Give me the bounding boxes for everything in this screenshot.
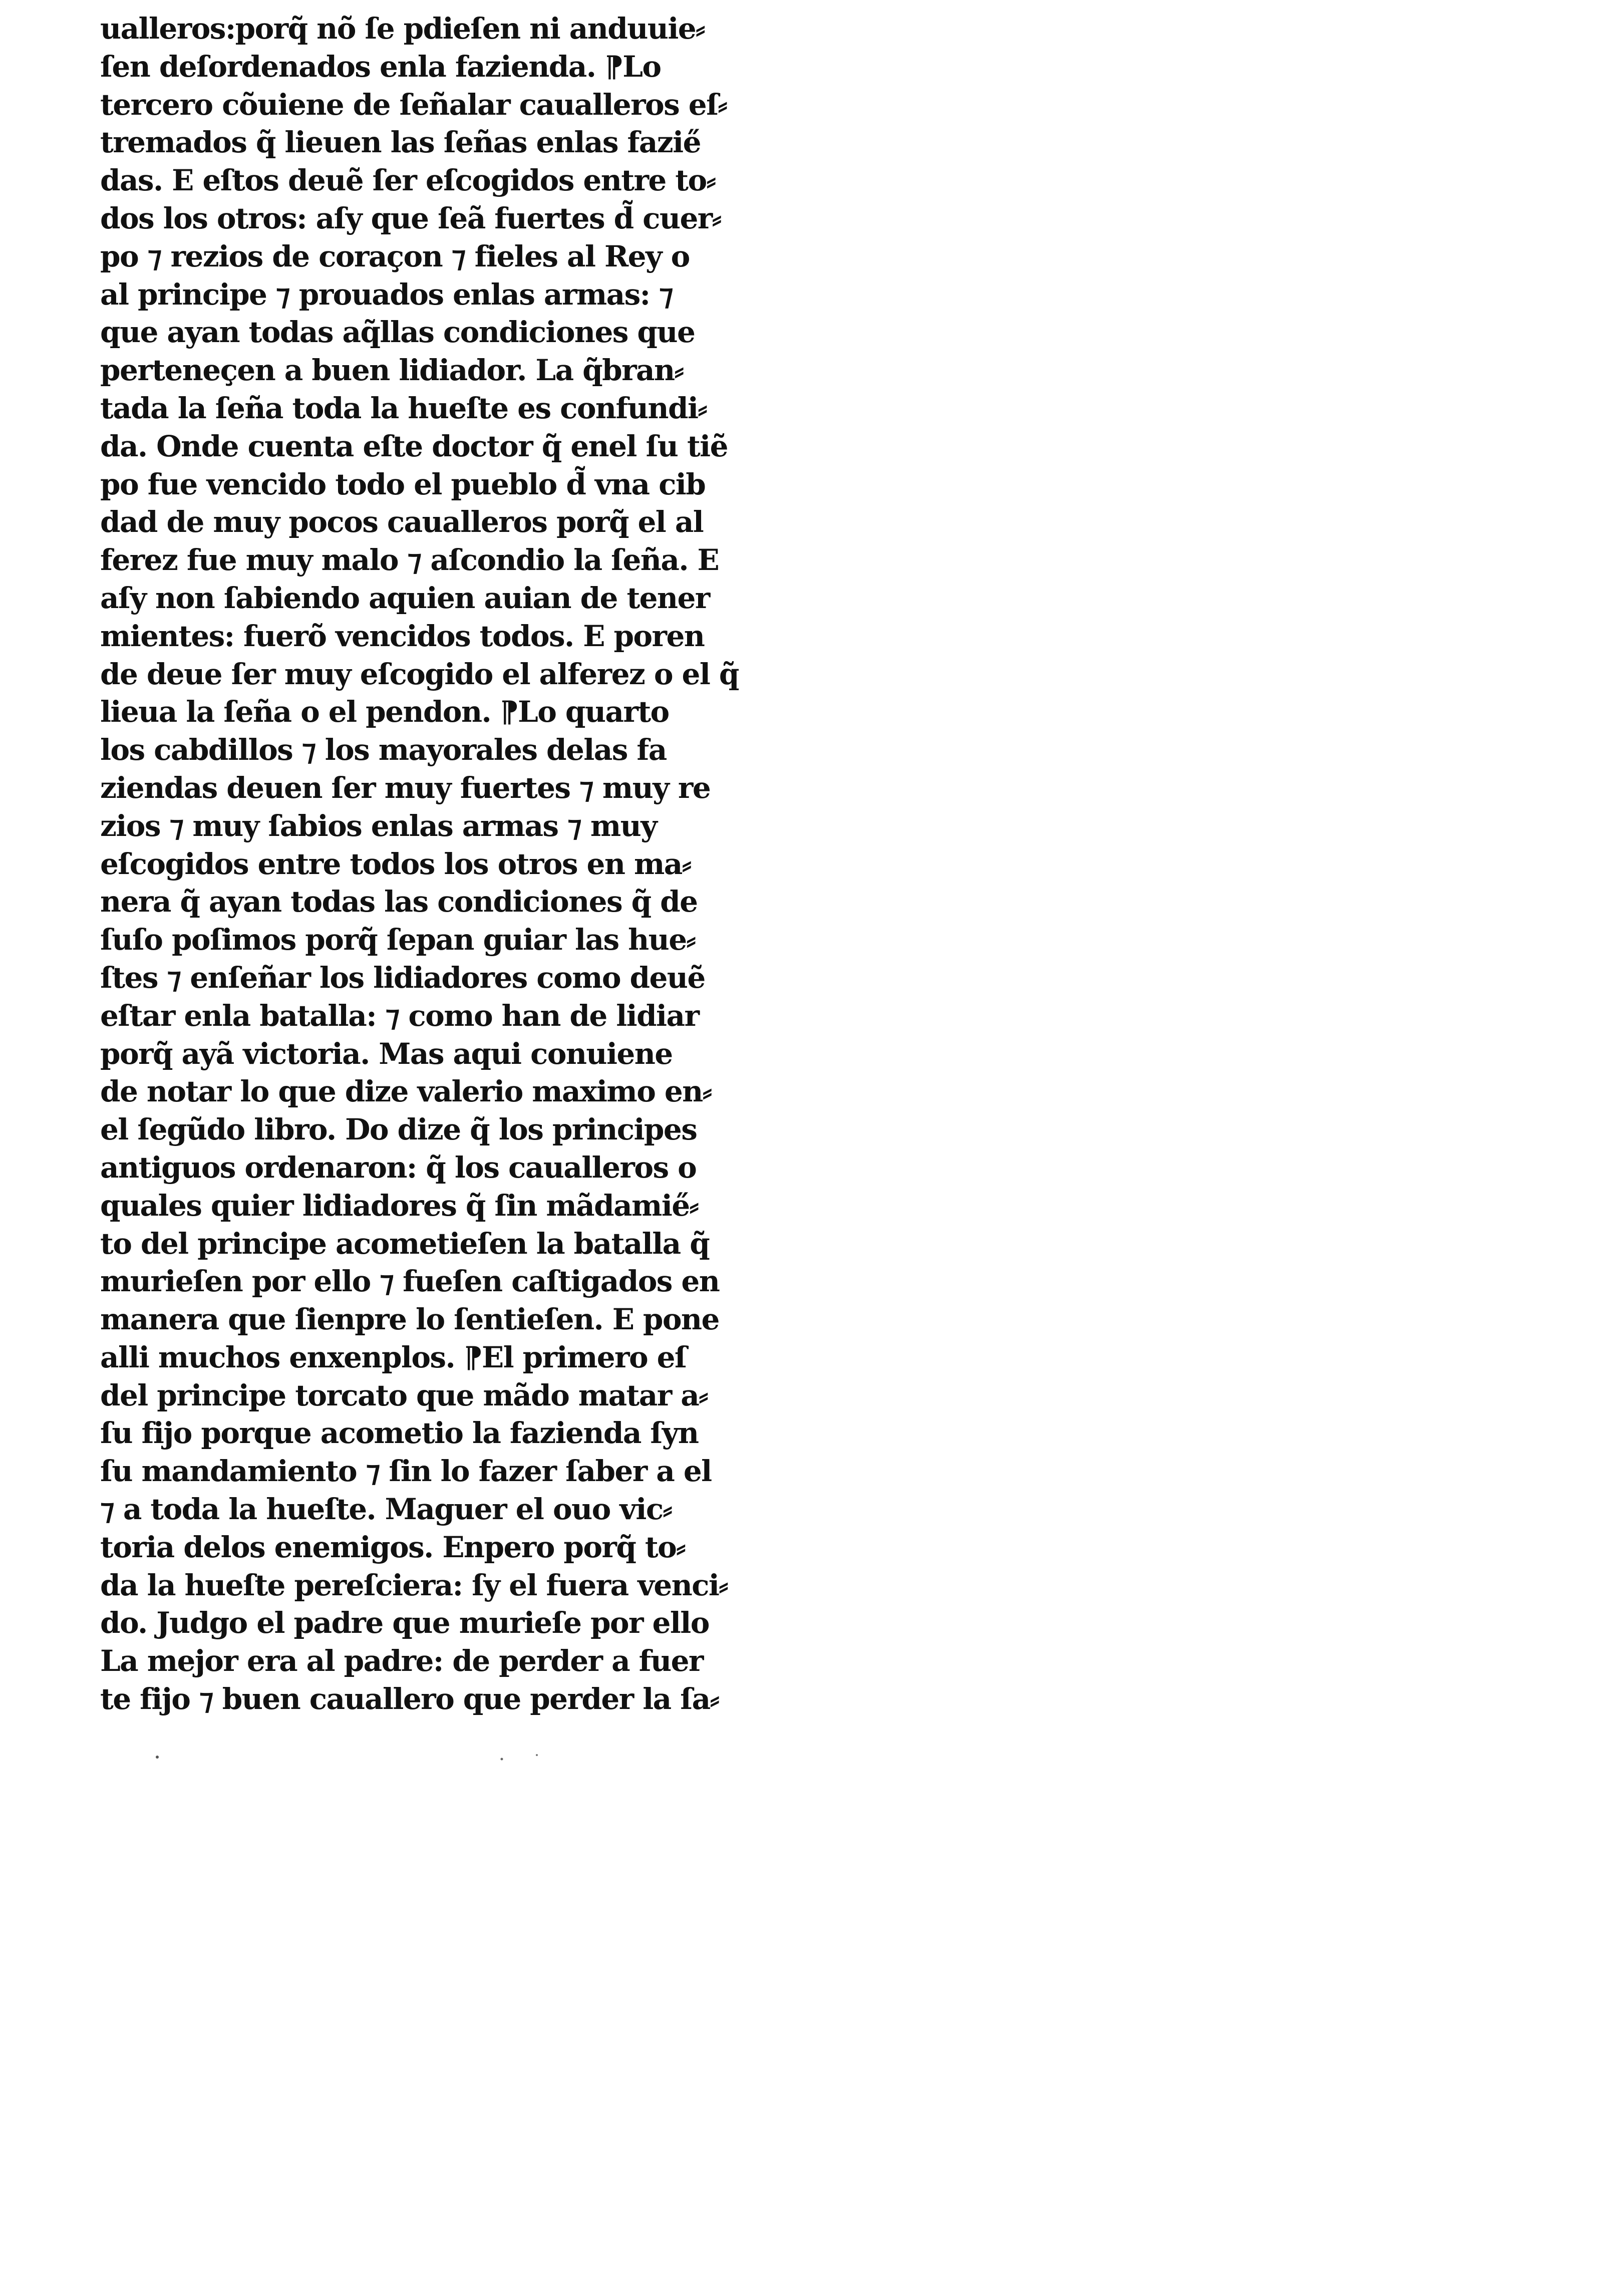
text-line: eſtar enla batalla: ⁊ como han de lidiar — [100, 998, 699, 1033]
text-line: los cabdillos ⁊ los mayorales delas fa — [100, 733, 667, 767]
text-line: aſy non ſabiendo aquien auian de tener — [100, 581, 710, 615]
text-line: el ſegũdo libro. Do dize q̃ los principes — [100, 1112, 697, 1147]
text-line: toria delos enemigos. Enpero porq̃ to⸗ — [100, 1530, 685, 1564]
text-line: tada la ſeña toda la hueſte es confundi⸗ — [100, 391, 707, 425]
text-line: porq̃ ayã victoria. Mas aqui conuiene — [100, 1036, 673, 1071]
text-line: tercero cõuiene de ſeñalar caualleros eſ⸗ — [100, 87, 727, 122]
text-line: to del principe acometieſen la batalla q̃ — [100, 1226, 710, 1261]
text-line: dos los otros: aſy que ſeã fuertes d̃ cuer⸗ — [100, 201, 721, 235]
text-line: ferez fue muy malo ⁊ aſcondio la ſeña. E — [100, 543, 719, 578]
text-line: te fijo ⁊ buen cauallero que perder la ſa⸗ — [100, 1682, 719, 1716]
text-line: alli muchos enxenplos. ⁋El primero eſ — [100, 1340, 687, 1374]
text-line: ⁊ a toda la hueſte. Maguer el ouo vic⸗ — [100, 1492, 672, 1527]
text-line: ziendas deuen ſer muy fuertes ⁊ muy re — [100, 770, 711, 805]
text-line: nera q̃ ayan todas las condiciones q̃ de — [100, 885, 698, 919]
text-line: zios ⁊ muy ſabios enlas armas ⁊ muy — [100, 808, 657, 843]
print-specks — [150, 1748, 551, 1768]
text-line: tremados q̃ lieuen las ſeñas enlas fazie̋ — [100, 125, 701, 160]
text-line: lieua la ſeña o el pendon. ⁋Lo quarto — [100, 695, 669, 729]
text-line: de deue ſer muy eſcogido el alferez o el q̃ — [100, 657, 739, 691]
text-line: ſtes ⁊ enſeñar los lidiadores como deuẽ — [100, 960, 705, 995]
text-line: quales quier lidiadores q̃ ſin mãdamie̋⸗ — [100, 1188, 699, 1223]
text-line: La mejor era al padre: de perder a fuer — [100, 1644, 703, 1678]
text-line: po ⁊ rezios de coraçon ⁊ fieles al Rey o — [100, 239, 690, 273]
text-column — [100, 10, 739, 1718]
text-line: eſcogidos entre todos los otros en ma⸗ — [100, 846, 691, 881]
text-line: al principe ⁊ prouados enlas armas: ⁊ — [100, 277, 673, 312]
text-line: ſuſo poſimos porq̃ ſepan guiar las hue⸗ — [100, 923, 696, 957]
text-line: que ayan todas aq̃llas condiciones que — [100, 315, 695, 350]
text-line: perteneçen a buen lidiador. La q̃bran⸗ — [100, 353, 684, 388]
text-line: antiguos ordenaron: q̃ los caualleros o — [100, 1150, 697, 1185]
text-line: da la hueſte pereſciera: ſy el fuera venci⸗ — [100, 1568, 728, 1602]
text-line: dad de muy pocos caualleros porq̃ el al — [100, 505, 704, 539]
text-line: del principe torcato que mãdo matar a⸗ — [100, 1378, 708, 1412]
text-line: mientes: fuerõ vencidos todos. E poren — [100, 619, 705, 653]
text-line: manera que ſienpre lo ſentieſen. E pone — [100, 1302, 719, 1337]
text-line: uallerоs:porq̃ nõ ſe pdieſen ni anduuie⸗ — [100, 12, 705, 46]
text-line: do. Judgo el padre que murieſe por ello — [100, 1606, 709, 1640]
text-line: po fue vencido todo el pueblo d̃ vna cib — [100, 467, 706, 501]
text-line: ſu fijo porque acometio la fazienda ſyn — [100, 1416, 699, 1451]
text-line: de notar lo que dize valerio maximo en⸗ — [100, 1074, 712, 1109]
text-line: das. E eſtos deuẽ ſer eſcogidos entre to⸗ — [100, 163, 716, 198]
text-line: da. Onde cuenta eſte doctor q̃ enel ſu tiẽ — [100, 429, 728, 463]
text-line: ſu mandamiento ⁊ ſin lo fazer ſaber a el — [100, 1454, 712, 1489]
text-line: murieſen por ello ⁊ fueſen caſtigados en — [100, 1264, 720, 1299]
text-line: ſen deſordenados enla fazienda. ⁋Lo — [100, 49, 661, 84]
